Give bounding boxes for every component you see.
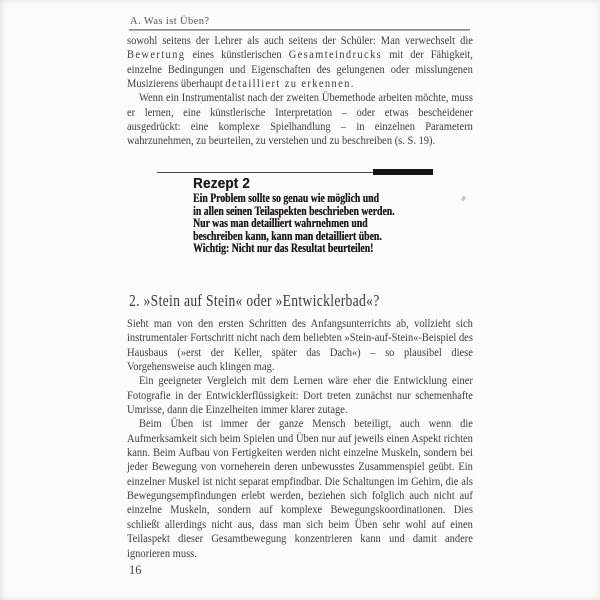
- paragraph: [127, 91, 473, 148]
- recipe-line: Nur was man detailliert wahrnehmen und: [193, 216, 368, 231]
- paragraph: [127, 374, 473, 417]
- running-header-rule: [129, 29, 470, 31]
- paragraph: [127, 417, 473, 560]
- recipe-line: in allen seinen Teilaspekten beschrieben werden.: [193, 203, 395, 218]
- recipe-rule: [157, 169, 433, 175]
- intro-paragraphs: [127, 34, 473, 149]
- recipe-line: beschreiben kann, kann man detailliert üben.: [193, 228, 382, 243]
- scan-artifact-speck: [461, 196, 466, 202]
- text-segment: eines künstlerischen: [185, 49, 289, 62]
- text-segment: Ein geeigneter Vergleich mit dem Lernen wäre eher die Entwicklung einer Fotografie in der Entwicklerflüssigkeit: Dort treten zunächst nur schemenhafte Umrisse, dann die Einzelheiten immer klarer zutage.: [127, 375, 473, 417]
- emphasis-spaced-text: Bewertung: [127, 49, 186, 62]
- paragraph: [127, 34, 473, 91]
- recipe-title: Rezept 2: [193, 176, 250, 192]
- section-heading: 2. »Stein auf Stein« oder »Entwicklerbad«?: [129, 291, 380, 310]
- running-header-title: A. Was ist Üben?: [130, 16, 210, 27]
- page-number: 16: [129, 563, 142, 577]
- recipe-rule-line: [157, 172, 373, 174]
- text-segment: Beim Üben ist immer der ganze Mensch beteiligt, auch wenn die Aufmerksamkeit sich beim Spielen und Üben nur auf jeweils einen Aspekt richten kann. Beim Aufbau von Fertigkeiten werden nicht einzelne Muskeln, sondern bei jeder Bewegung von vorneherein deren unbewusstes Zusammenspiel geübt. Ein einzelner Muskel ist nicht separat empfindbar. Die Schaltungen im Gehirn, die als Bewegungsempfindungen erlebt werden, beziehen sich folglich auch nicht auf einzelne Muskeln, sondern auf komplexe Bewegungskoordinationen. Dies schließt allerdings nicht aus, dass man sich beim Üben sehr wohl auf einen Teilaspekt dieser Gesamtbewegung konzentrieren kann und damit andere ignorieren muss.: [127, 418, 473, 560]
- text-segment: .: [350, 78, 354, 91]
- recipe-lines: [193, 192, 399, 255]
- recipe-line: Wichtig: Nicht nur das Resultat beurteilen!: [193, 241, 374, 256]
- text-segment: sowohl seitens der Lehrer als auch seitens der Schüler: Man verwechselt die: [127, 35, 473, 47]
- body-paragraphs: [127, 317, 473, 561]
- text-segment: mit der Fähigkeit, einzelne Bedingungen und Eigenschaften des gelungenen oder misslungenen Musizierens überhaupt: [127, 49, 473, 91]
- text-segment: Sieht man von den ersten Schritten des Anfangsunterrichts ab, vollzieht sich instrumentaler Fortschritt nicht nach dem beliebten »Stein-auf-Stein«-Beispiel des Hausbaus (»erst der Keller, später das Dach«) – so plausibel diese Vorgehensweise auch klingen mag.: [127, 318, 473, 374]
- recipe-line: Ein Problem sollte so genau wie möglich und: [193, 191, 379, 205]
- text-segment: Wenn ein Instrumentalist nach der zweiten Übemethode arbeiten möchte, muss er lernen, eine künstlerische Interpretation – oder etwas bescheidener ausgedrückt: eine komplexe Spielhandlung – in einzelnen Parametern wahrzunehmen, zu beurteilen, zu verstehen und zu beschreiben (s. S. 19).: [127, 92, 473, 148]
- paragraph: [127, 317, 473, 374]
- emphasis-spaced-text: Gesamteindrucks: [288, 49, 383, 62]
- emphasis-spaced-text: detailliert zu erkennen: [225, 78, 351, 91]
- recipe-content: [193, 177, 457, 255]
- recipe-box: [157, 169, 457, 255]
- recipe-rule-bar: [373, 169, 433, 175]
